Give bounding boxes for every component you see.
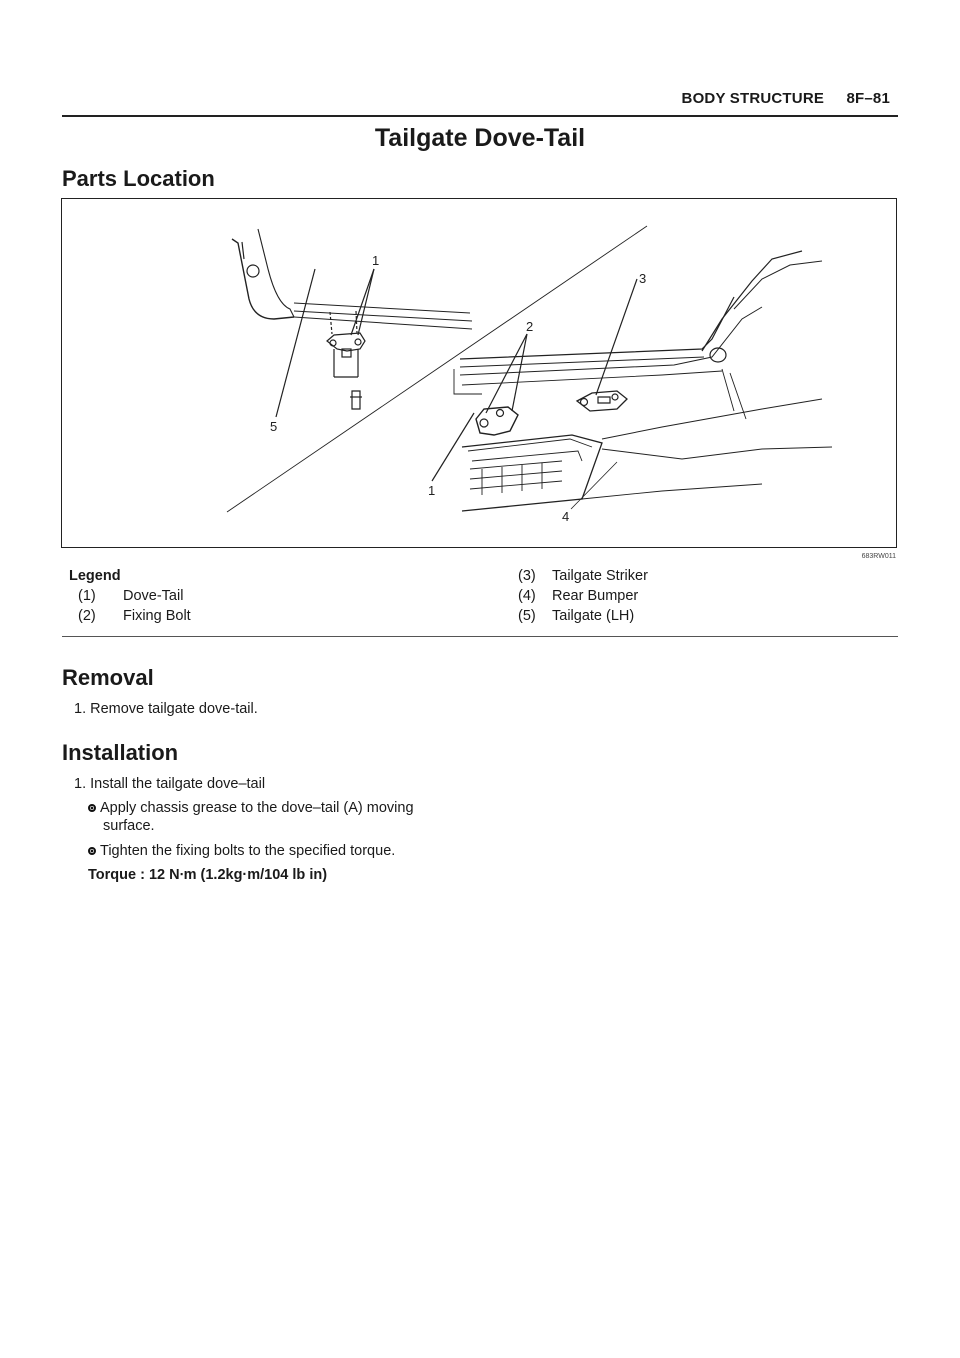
figure-id: 683RW011 (861, 553, 896, 560)
bullet-item: Tighten the fixing bolts to the specified torque. (88, 842, 395, 860)
parts-location-figure (61, 198, 897, 548)
legend-divider (62, 636, 898, 637)
removal-step: 1. Remove tailgate dove-tail. (74, 701, 258, 717)
callout-1-top: 1 (372, 253, 380, 268)
legend-heading: Legend (69, 568, 121, 584)
callout-3: 3 (639, 271, 647, 286)
legend-item: (2) Fixing Bolt (78, 608, 191, 624)
callout-2: 2 (526, 319, 534, 334)
bullet-item: Apply chassis grease to the dove–tail (A) moving (88, 799, 414, 817)
bullet-continuation: surface. (103, 818, 155, 834)
callout-4: 4 (562, 509, 570, 524)
callout-1-bottom: 1 (428, 483, 436, 498)
page-number: 8F–81 (846, 90, 890, 107)
legend-item: (5) Tailgate (LH) (518, 608, 635, 624)
installation-heading: Installation (62, 740, 179, 765)
legend-item: (3) Tailgate Striker (518, 568, 648, 584)
installation-step: 1. Install the tailgate dove–tail (74, 776, 266, 792)
legend-item: (1) Dove-Tail (78, 588, 184, 604)
torque-spec: Torque : 12 N∙m (1.2kg·m/104 lb in) (88, 867, 328, 883)
section-title: BODY STRUCTURE (681, 90, 825, 107)
bullet-icon (88, 804, 96, 812)
dove-tail-illustration (62, 199, 898, 549)
page-header (62, 90, 898, 117)
bullet-icon (88, 847, 96, 855)
callout-5: 5 (270, 419, 278, 434)
legend-item: (4) Rear Bumper (518, 588, 639, 604)
removal-heading: Removal (62, 665, 154, 690)
parts-location-heading: Parts Location (62, 166, 215, 191)
page-title: Tailgate Dove-Tail (374, 124, 586, 152)
